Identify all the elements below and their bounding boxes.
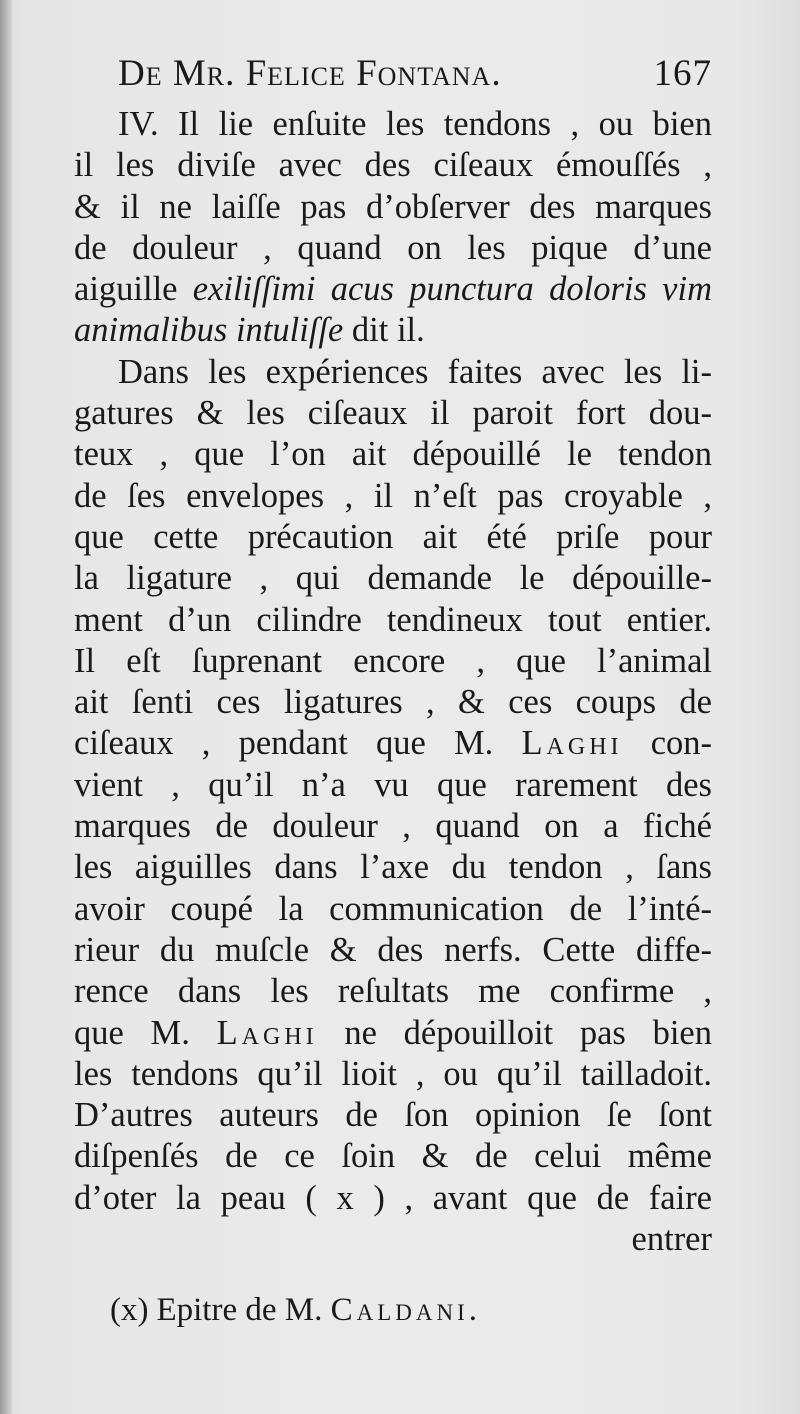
text-line: avoir coupé la communication de l’inté-: [74, 889, 712, 928]
text-line: vient , qu’il n’a vu que rarement des: [74, 765, 712, 804]
text-line: D’autres auteurs de ſon opinion ſe ſont: [74, 1096, 712, 1135]
text-segment: ne dépouilloit pas bien: [317, 1013, 712, 1052]
text-line: il les diviſe avec des ciſeaux émouſſés ,: [74, 146, 712, 185]
text-line: IV. Il lie enſuite les tendons , ou bien: [118, 105, 712, 143]
footnote-mark: (x): [110, 1292, 149, 1328]
page-header: [118, 52, 712, 102]
text-segment: con-: [622, 724, 712, 763]
text-line: [74, 1013, 712, 1054]
text-line: gatures & les ciſeaux il paroit fort dou-: [74, 394, 712, 433]
page-number: 167: [653, 53, 712, 94]
text-line: les tendons qu’il lioit , ou qu’il tailladoit.: [74, 1054, 712, 1093]
text-line: de ſes envelopes , il n’eſt pas croyable ,: [74, 476, 712, 515]
text-line: la ligature , qui demande le dépouille-: [74, 559, 712, 598]
text-line: Il eſt ſuprenant encore , que l’animal: [74, 641, 712, 680]
running-title: De Mr. Felice Fontana.: [118, 53, 502, 94]
body-text: [74, 104, 712, 1260]
text-line: ait ſenti ces ligatures , & ces coups de: [74, 683, 712, 722]
text-line: d’oter la peau ( x ) , avant que de faire: [74, 1178, 712, 1217]
text-line: & il ne laiſſe pas d’obſerver des marques: [74, 187, 712, 226]
footnote-text: Epitre de M.: [156, 1292, 331, 1328]
text-line: de douleur , quand on les pique d’une: [74, 228, 712, 267]
text-segment: dit il.: [343, 311, 425, 350]
catchword: entrer: [631, 1220, 712, 1259]
text-segment: que M.: [74, 1013, 217, 1052]
author-name: Laghi: [521, 724, 623, 763]
footnote-author-name: Caldani.: [330, 1292, 482, 1328]
text-line: que cette précaution ait été priſe pour: [74, 517, 712, 556]
latin-quote: animalibus intuliſſe: [74, 311, 344, 350]
text-line: rence dans les reſultats me confirme ,: [74, 972, 712, 1011]
text-line: rieur du muſcle & des nerfs. Cette diffe-: [74, 930, 712, 969]
author-name: Laghi: [216, 1013, 318, 1052]
text-line: ment d’un cilindre tendineux tout entier.: [74, 600, 712, 639]
text-segment: ciſeaux , pendant que M.: [74, 724, 522, 763]
text-line: les aiguilles dans l’axe du tendon , ſans: [74, 848, 712, 887]
footnote: [110, 1292, 710, 1329]
text-line: teux , que l’on ait dépouillé le tendon: [74, 435, 712, 474]
text-segment: aiguille: [74, 270, 193, 309]
text-line: marques de douleur , quand on a fiché: [74, 807, 712, 846]
text-line: [74, 269, 712, 310]
page-edge-shadow: [0, 0, 12, 1414]
text-line: diſpenſés de ce ſoin & de celui même: [74, 1137, 712, 1176]
text-line: [74, 723, 712, 764]
text-line: [74, 310, 712, 351]
text-line: Dans les expériences faites avec les li-: [118, 352, 712, 391]
latin-quote: exiliſſimi acus punctura doloris vim: [192, 270, 712, 309]
